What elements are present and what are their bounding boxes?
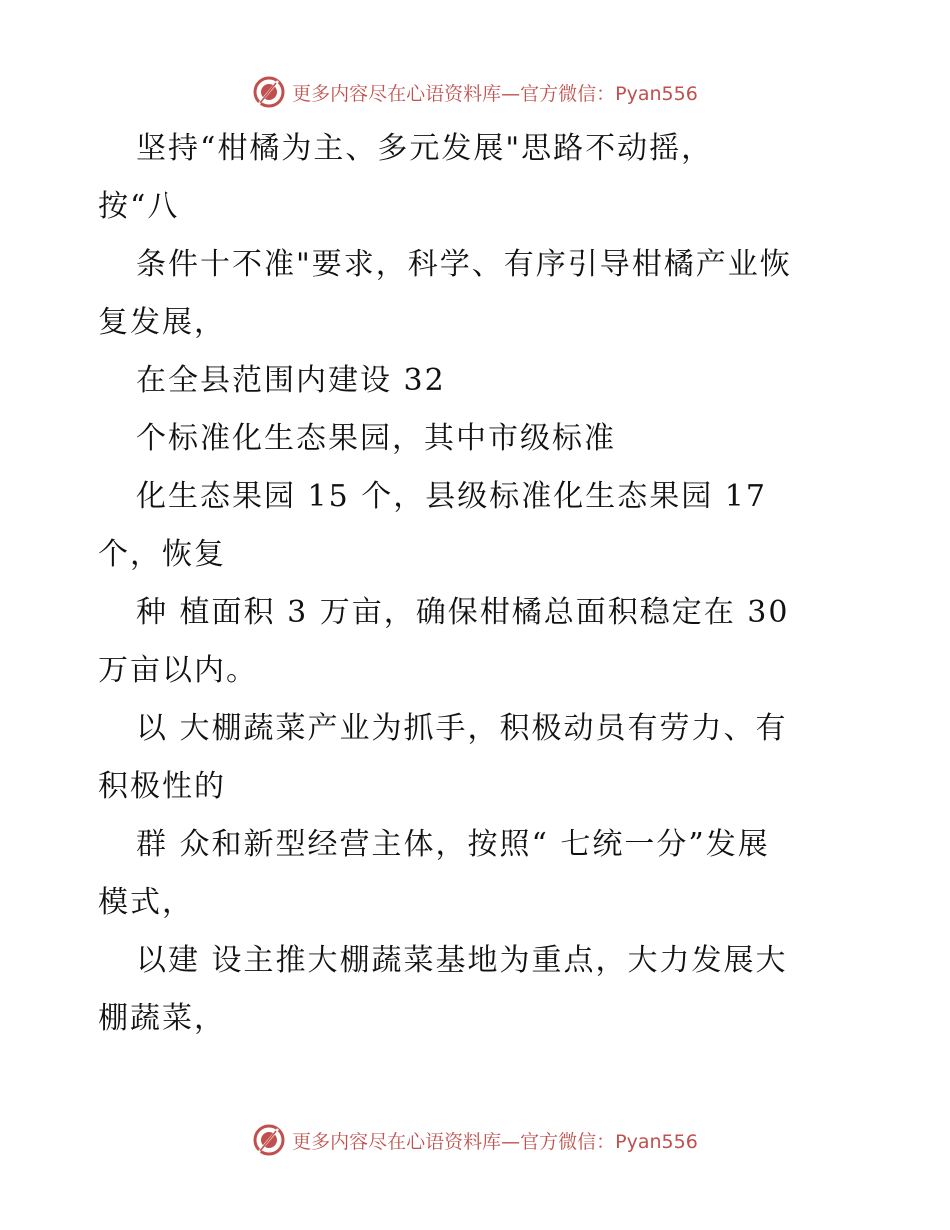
watermark-text: 更多内容尽在心语资料库—官方微信：Pyan556: [292, 82, 698, 105]
paragraph-line: 种 植面积 3 万亩，确保柑橘总面积稳定在 30: [136, 595, 790, 630]
paragraph-line: 在全县范围内建设 32: [136, 363, 446, 398]
footer-watermark: [0, 1120, 950, 1160]
paragraph-line: 个，恢复: [98, 537, 226, 572]
paragraph-line: 万亩以内。: [98, 653, 258, 688]
header-watermark: [0, 72, 950, 112]
paragraph-line: 个标准化生态果园，其中市级标准: [136, 421, 616, 456]
paragraph-line: 模式，: [98, 885, 194, 920]
paragraph-line: 复发展，: [98, 305, 226, 340]
watermark-text: 更多内容尽在心语资料库—官方微信：Pyan556: [292, 1130, 698, 1153]
pen-seal-logo-icon: [252, 1123, 286, 1157]
paragraph-line: 积极性的: [98, 769, 226, 804]
paragraph-line: 按“八: [98, 189, 180, 224]
paragraph-line: 群 众和新型经营主体，按照“ 七统一分”发展: [136, 827, 770, 862]
paragraph-line: 化生态果园 15 个，县级标准化生态果园 17: [136, 479, 767, 514]
paragraph-line: 条件十不准"要求，科学、有序引导柑橘产业恢: [136, 247, 792, 282]
paragraph-line: 以建 设主推大棚蔬菜基地为重点，大力发展大: [136, 943, 788, 978]
pen-seal-logo-icon: [252, 75, 286, 109]
paragraph-line: 以 大棚蔬菜产业为抓手，积极动员有劳力、有: [136, 711, 788, 746]
paragraph-line: 棚蔬菜，: [98, 1001, 226, 1036]
paragraph-line: 坚持“柑橘为主、多元发展"思路不动摇，: [136, 131, 714, 166]
